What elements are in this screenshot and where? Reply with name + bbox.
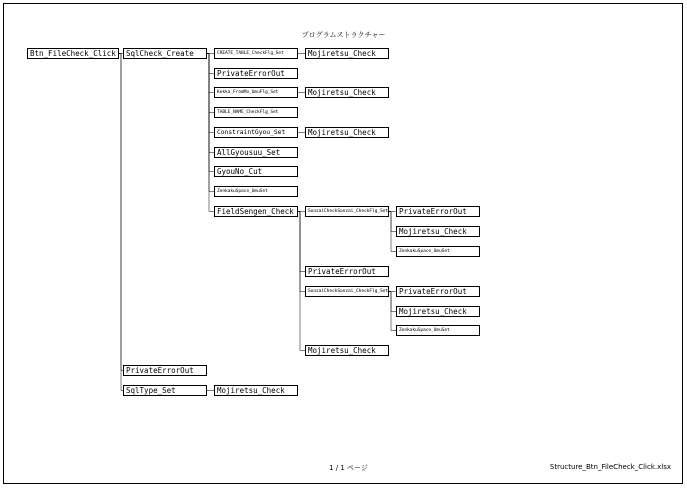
- node-mojiretsu-check: Mojiretsu_Check: [305, 127, 389, 138]
- node-table-name-checkflg-set: TABLE_NAME_CheckFlg_Set: [214, 107, 298, 118]
- connector-line: [207, 54, 214, 74]
- page-number: 1 / 1 ページ: [329, 464, 368, 472]
- node-sonzaicheck-checkflg-set: SonzaiCheckSonzai_CheckFlg_Set: [305, 286, 389, 297]
- node-gyouno-cut: GyouNo_Cut: [214, 166, 298, 177]
- node-constraintgyou-set: ConstraintGyou_Set: [214, 127, 298, 138]
- node-privateerrorout: PrivateErrorOut: [396, 206, 480, 217]
- connector-line: [207, 54, 214, 192]
- node-mojiretsu-check: Mojiretsu_Check: [305, 87, 389, 98]
- node-zenkakuspace-umuset: ZenkakuSpace_UmuSet: [396, 246, 480, 257]
- connector-line: [207, 54, 214, 113]
- connector-line: [119, 54, 123, 391]
- connector-line: [389, 292, 396, 331]
- connector-line: [207, 54, 214, 133]
- connector-line: [389, 292, 396, 312]
- node-btn-filecheck-click: Btn_FileCheck_Click: [27, 48, 119, 59]
- node-sqlcheck-create: SqlCheck_Create: [123, 48, 207, 59]
- node-mojiretsu-check: Mojiretsu_Check: [396, 306, 480, 317]
- connector-line: [389, 212, 396, 232]
- node-sonzaicheck-checkflg-set: SonzaiCheckSonzai_CheckFlg_Set: [305, 206, 389, 217]
- node-privateerrorout: PrivateErrorOut: [396, 286, 480, 297]
- node-zenkakuspace-umuset: ZenkakuSpace_UmuSet: [214, 186, 298, 197]
- connector-line: [298, 212, 305, 272]
- node-privateerrorout: PrivateErrorOut: [123, 365, 207, 376]
- connector-line: [298, 212, 305, 292]
- node-sqltype-set: SqlType_Set: [123, 385, 207, 396]
- node-kekka-frommo-umuflg-set: Kekka_FromMo_UmuFlg_Set: [214, 87, 298, 98]
- connector-line: [207, 54, 214, 153]
- node-mojiretsu-check: Mojiretsu_Check: [214, 385, 298, 396]
- node-mojiretsu-check: Mojiretsu_Check: [305, 345, 389, 356]
- node-fieldsengen-check: FieldSengen_Check: [214, 206, 298, 217]
- node-zenkakuspace-umuset: ZenkakuSpace_UmuSet: [396, 325, 480, 336]
- node-mojiretsu-check: Mojiretsu_Check: [305, 48, 389, 59]
- node-mojiretsu-check: Mojiretsu_Check: [396, 226, 480, 237]
- node-allgyousuu-set: AllGyousuu_Set: [214, 147, 298, 158]
- connector-line: [298, 212, 305, 351]
- file-name: Structure_Btn_FileCheck_Click.xlsx: [549, 463, 671, 471]
- node-privateerrorout: PrivateErrorOut: [305, 266, 389, 277]
- page-title: プログラムストラクチャー: [301, 31, 386, 39]
- node-create-table-checkflg-set: CREATE_TABLE_CheckFlg_Set: [214, 48, 298, 59]
- node-privateerrorout: PrivateErrorOut: [214, 68, 298, 79]
- connector-line: [207, 54, 214, 93]
